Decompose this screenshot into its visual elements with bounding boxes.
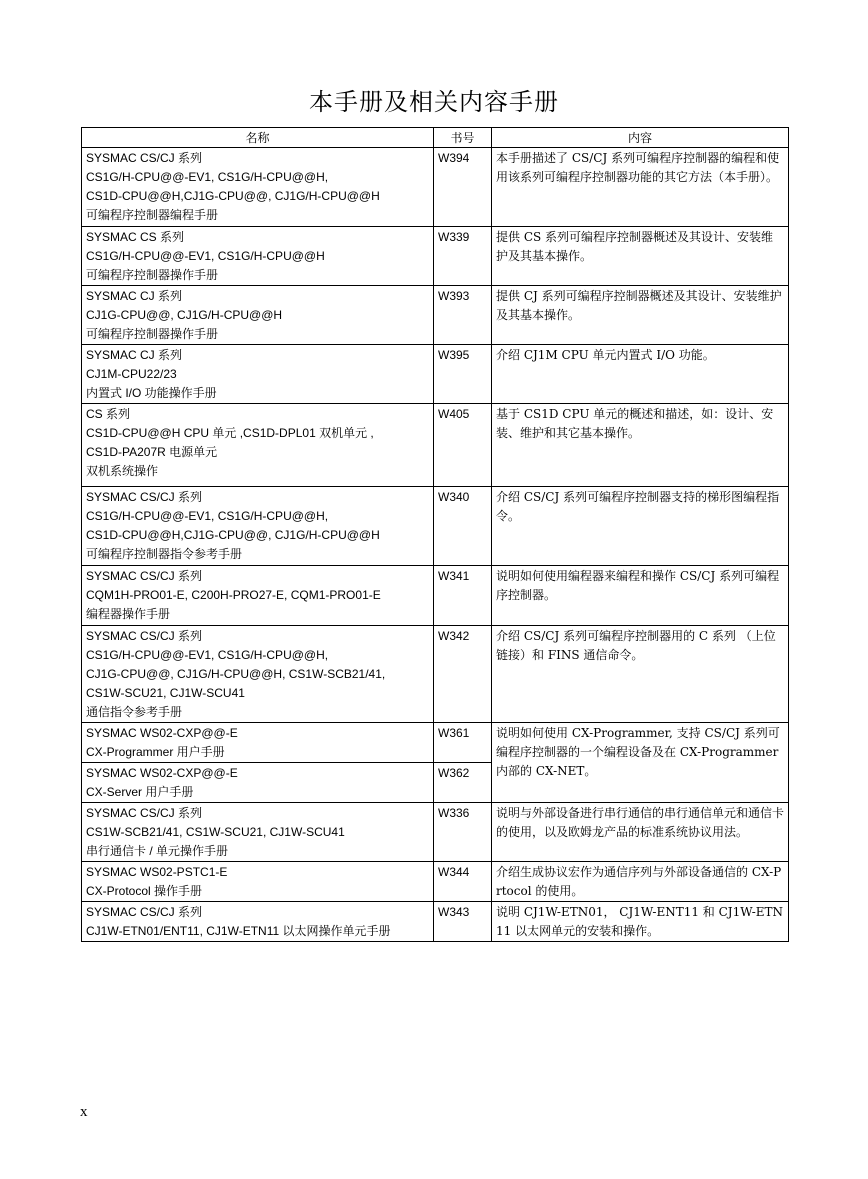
manual-name xyxy=(82,626,434,723)
table-row xyxy=(82,404,789,487)
manual-content: 提供 CS 系列可编程序控制器概述及其设计、安装维护及其基本操作。 xyxy=(492,227,789,286)
manual-name-line: CS1G/H-CPU@@-EV1, CS1G/H-CPU@@H, xyxy=(86,648,329,662)
manual-name-line: CS1G/H-CPU@@-EV1, CS1G/H-CPU@@H, xyxy=(86,170,329,184)
table-row xyxy=(82,723,789,763)
manual-code: W336 xyxy=(434,803,492,862)
manual-name-line: SYSMAC WS02-PSTC1-E xyxy=(86,865,228,879)
manual-content: 本手册描述了 CS/CJ 系列可编程序控制器的编程和使用该系列可编程序控制器功能的其它方法（本手册）。 xyxy=(492,148,789,227)
manual-name-line: SYSMAC CS/CJ 系列 xyxy=(86,629,203,643)
manual-name-line: CS1D-CPU@@H,CJ1G-CPU@@, CJ1G/H-CPU@@H xyxy=(86,528,380,542)
manual-name-line: CS1W-SCB21/41, CS1W-SCU21, CJ1W-SCU41 xyxy=(86,825,345,839)
table-row xyxy=(82,148,789,227)
manual-content: 介绍 CS/CJ 系列可编程序控制器支持的梯形图编程指令。 xyxy=(492,487,789,566)
manual-content: 说明如何使用 CX-Programmer, 支持 CS/CJ 系列可编程序控制器的一个编程设备及在 CX-Programmer 内部的 CX-NET。 xyxy=(492,723,789,803)
manual-name xyxy=(82,566,434,626)
manual-code: W341 xyxy=(434,566,492,626)
table-row xyxy=(82,566,789,626)
manual-name-line: 内置式 I/O 功能操作手册 xyxy=(86,386,217,400)
manual-name-line: CS1W-SCU21, CJ1W-SCU41 xyxy=(86,686,245,700)
manual-code: W340 xyxy=(434,487,492,566)
manuals-table xyxy=(81,127,789,942)
manual-name xyxy=(82,345,434,404)
header-code: 书号 xyxy=(434,128,492,148)
manual-content: 基于 CS1D CPU 单元的概述和描述，如：设计、安装、维护和其它基本操作。 xyxy=(492,404,789,487)
page-number: x xyxy=(80,1104,88,1120)
manual-name-line: CJ1G-CPU@@, CJ1G/H-CPU@@H, CS1W-SCB21/41, xyxy=(86,667,386,681)
manual-name-line: CQM1H-PRO01-E, C200H-PRO27-E, CQM1-PRO01-E xyxy=(86,588,381,602)
manual-name-line: SYSMAC CS/CJ 系列 xyxy=(86,151,203,165)
manual-name-line: 双机系统操作 xyxy=(86,464,159,478)
manual-name-line: SYSMAC CS/CJ 系列 xyxy=(86,806,203,820)
manual-name xyxy=(82,862,434,902)
table-row xyxy=(82,803,789,862)
manual-name-line: SYSMAC WS02-CXP@@-E xyxy=(86,726,238,740)
manual-content: 说明 CJ1W-ETN01， CJ1W-ENT11 和 CJ1W-ETN11 以太网单元的安装和操作。 xyxy=(492,902,789,942)
manual-name-line: CS1D-PA207R 电源单元 xyxy=(86,445,218,459)
manual-name-line: 通信指令参考手册 xyxy=(86,705,183,719)
manual-code: W362 xyxy=(434,763,492,803)
manual-name-line: CJ1M-CPU22/23 xyxy=(86,367,177,381)
header-name: 名称 xyxy=(82,128,434,148)
manual-name-line: SYSMAC CS 系列 xyxy=(86,230,185,244)
manual-name-line: CX-Server 用户手册 xyxy=(86,785,194,799)
table-header-row xyxy=(82,128,789,148)
table-row xyxy=(82,345,789,404)
manual-name-line: CX-Protocol 操作手册 xyxy=(86,884,203,898)
manual-name-line: 编程器操作手册 xyxy=(86,607,171,621)
manual-name-line: SYSMAC CS/CJ 系列 xyxy=(86,905,203,919)
table-row xyxy=(82,902,789,942)
manual-name-line: CS1G/H-CPU@@-EV1, CS1G/H-CPU@@H xyxy=(86,249,325,263)
table-row xyxy=(82,862,789,902)
manual-name xyxy=(82,148,434,227)
manual-name-line: SYSMAC WS02-CXP@@-E xyxy=(86,766,238,780)
manual-name xyxy=(82,227,434,286)
manual-name-line: 可编程序控制器操作手册 xyxy=(86,268,219,282)
manual-content: 说明与外部设备进行串行通信的串行通信单元和通信卡的使用，以及欧姆龙产品的标准系统协议用法。 xyxy=(492,803,789,862)
manual-code: W342 xyxy=(434,626,492,723)
manual-code: W339 xyxy=(434,227,492,286)
manual-name-line: 串行通信卡 / 单元操作手册 xyxy=(86,844,229,858)
manual-code: W361 xyxy=(434,723,492,763)
manual-name-line: 可编程序控制器编程手册 xyxy=(86,208,219,222)
manual-content: 介绍 CS/CJ 系列可编程序控制器用的 C 系列 （上位链接）和 FINS 通信命令。 xyxy=(492,626,789,723)
manual-name-line: CS 系列 xyxy=(86,407,131,421)
manual-name xyxy=(82,286,434,345)
manual-content: 提供 CJ 系列可编程序控制器概述及其设计、安装维护及其基本操作。 xyxy=(492,286,789,345)
page-title: 本手册及相关内容手册 xyxy=(309,88,559,116)
manual-name xyxy=(82,487,434,566)
manual-name xyxy=(82,723,434,763)
manual-name-line: CJ1W-ETN01/ENT11, CJ1W-ETN11 以太网操作单元手册 xyxy=(86,924,391,938)
manual-name-line: CJ1G-CPU@@, CJ1G/H-CPU@@H xyxy=(86,308,283,322)
manual-name xyxy=(82,803,434,862)
manual-content: 介绍生成协议宏作为通信序列与外部设备通信的 CX-Prtocol 的使用。 xyxy=(492,862,789,902)
manual-name-line: SYSMAC CS/CJ 系列 xyxy=(86,490,203,504)
table-row xyxy=(82,227,789,286)
manual-name-line: SYSMAC CJ 系列 xyxy=(86,289,183,303)
manual-name xyxy=(82,404,434,487)
manual-code: W405 xyxy=(434,404,492,487)
manual-name-line: SYSMAC CS/CJ 系列 xyxy=(86,569,203,583)
manual-code: W394 xyxy=(434,148,492,227)
table-row xyxy=(82,286,789,345)
manual-name-line: SYSMAC CJ 系列 xyxy=(86,348,183,362)
manual-name-line: 可编程序控制器操作手册 xyxy=(86,327,219,341)
manual-name-line: 可编程序控制器指令参考手册 xyxy=(86,547,243,561)
manual-name-line: CX-Programmer 用户手册 xyxy=(86,745,225,759)
manual-name xyxy=(82,902,434,942)
manual-name xyxy=(82,763,434,803)
manual-code: W343 xyxy=(434,902,492,942)
table-row xyxy=(82,487,789,566)
manual-code: W393 xyxy=(434,286,492,345)
manual-code: W344 xyxy=(434,862,492,902)
manual-name-line: CS1D-CPU@@H,CJ1G-CPU@@, CJ1G/H-CPU@@H xyxy=(86,189,380,203)
manual-name-line: CS1G/H-CPU@@-EV1, CS1G/H-CPU@@H, xyxy=(86,509,329,523)
manual-name-line: CS1D-CPU@@H CPU 单元 ,CS1D-DPL01 双机单元 , xyxy=(86,426,374,440)
manual-content: 说明如何使用编程器来编程和操作 CS/CJ 系列可编程序控制器。 xyxy=(492,566,789,626)
manual-code: W395 xyxy=(434,345,492,404)
header-content: 内容 xyxy=(492,128,789,148)
manual-content: 介绍 CJ1M CPU 单元内置式 I/O 功能。 xyxy=(492,345,789,404)
table-row xyxy=(82,626,789,723)
